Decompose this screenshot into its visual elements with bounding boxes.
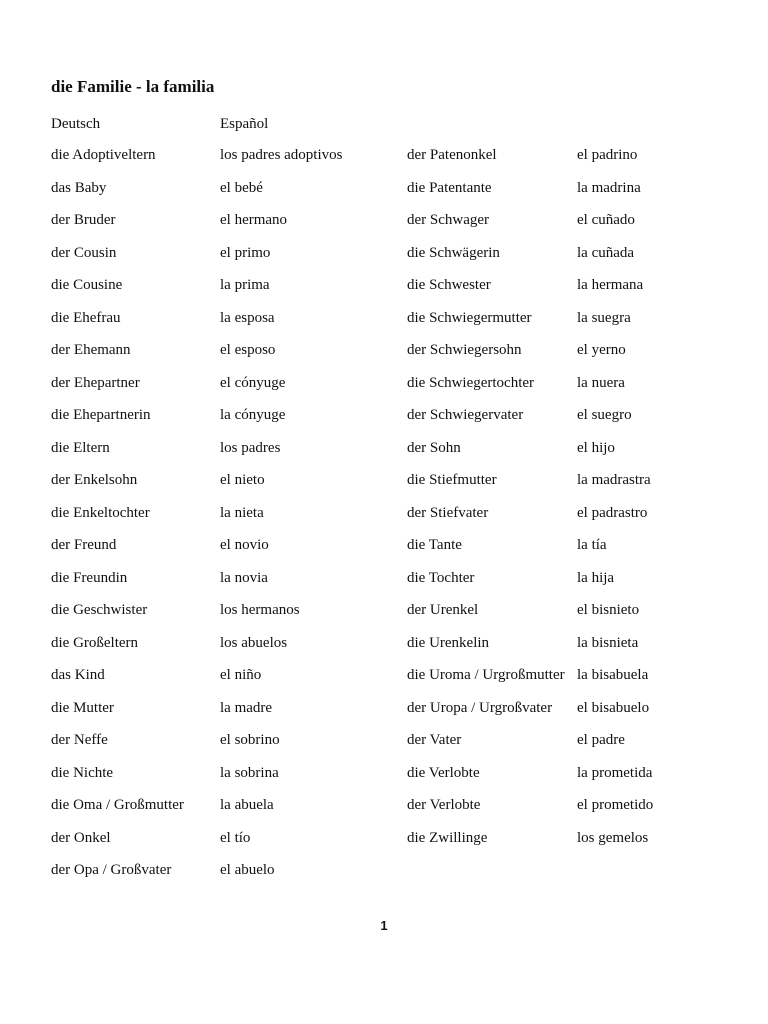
spanish-term: la tía	[577, 537, 607, 553]
german-term: der Uropa / Urgroßvater	[407, 699, 553, 716]
german-term: die Geschwister	[51, 602, 148, 618]
left-german-column	[51, 145, 184, 893]
german-term: das Baby	[51, 179, 107, 196]
spanish-term: los abuelos	[220, 634, 288, 651]
spanish-term: el esposo	[220, 342, 276, 358]
spanish-term: la hermana	[577, 277, 644, 293]
german-term: der Verlobte	[407, 797, 481, 813]
german-term: die Adoptiveltern	[51, 147, 156, 163]
german-term: der Urenkel	[407, 602, 479, 618]
german-term: die Verlobte	[407, 764, 480, 781]
german-term: der Enkelsohn	[51, 472, 138, 488]
spanish-term: la bisnieta	[577, 634, 639, 651]
german-term: der Onkel	[51, 829, 111, 846]
spanish-term: la madrastra	[577, 472, 651, 488]
right-spanish-column	[577, 145, 653, 860]
spanish-term: el niño	[220, 667, 262, 683]
german-term: der Patenonkel	[407, 147, 497, 163]
spanish-term: la prometida	[577, 764, 653, 781]
spanish-term: el novio	[220, 537, 269, 553]
spanish-term: el sobrino	[220, 732, 280, 748]
german-term: die Urenkelin	[407, 634, 490, 651]
spanish-term: los padres	[220, 439, 281, 456]
german-term: der Stiefvater	[407, 504, 489, 521]
german-term: die Freundin	[51, 569, 128, 586]
german-term: die Cousine	[51, 277, 123, 293]
spanish-term: el padrino	[577, 147, 638, 163]
spanish-term: el tío	[220, 829, 251, 846]
spanish-term: el bebé	[220, 179, 263, 196]
column-header-espanol: Español	[220, 116, 269, 132]
german-term: die Mutter	[51, 699, 114, 716]
page-number: 1	[380, 918, 388, 933]
spanish-term: la abuela	[220, 797, 274, 813]
left-spanish-column	[220, 145, 342, 893]
spanish-term: el cónyuge	[220, 374, 286, 391]
spanish-term: el cuñado	[577, 212, 635, 228]
german-term: der Cousin	[51, 244, 117, 261]
german-term: der Schwiegervater	[407, 407, 524, 423]
spanish-term: la nieta	[220, 504, 264, 521]
spanish-term: el bisnieto	[577, 602, 640, 618]
spanish-term: el hijo	[577, 439, 615, 456]
german-term: die Nichte	[51, 764, 114, 781]
spanish-term: la suegra	[577, 309, 631, 326]
spanish-term: el bisabuelo	[577, 699, 650, 716]
german-term: der Sohn	[407, 439, 461, 456]
german-term: der Opa / Großvater	[51, 862, 172, 878]
german-term: der Neffe	[51, 732, 108, 748]
german-term: die Schwägerin	[407, 244, 500, 261]
spanish-term: el primo	[220, 244, 271, 261]
german-term: die Großeltern	[51, 634, 139, 651]
spanish-term: la hija	[577, 569, 615, 586]
spanish-term: la esposa	[220, 309, 275, 326]
german-term: der Bruder	[51, 212, 116, 228]
german-term: die Schwiegermutter	[407, 309, 532, 326]
right-german-column	[407, 145, 565, 860]
spanish-term: el prometido	[577, 797, 654, 813]
german-term: der Schwager	[407, 212, 490, 228]
german-term: die Ehepartnerin	[51, 407, 151, 423]
german-term: der Ehemann	[51, 342, 131, 358]
spanish-term: el suegro	[577, 407, 632, 423]
german-term: der Schwiegersohn	[407, 342, 522, 358]
german-term: der Freund	[51, 537, 117, 553]
spanish-term: el nieto	[220, 472, 265, 488]
spanish-term: la nuera	[577, 374, 625, 391]
german-term: die Enkeltochter	[51, 504, 150, 521]
german-term: die Oma / Großmutter	[51, 797, 184, 813]
spanish-term: la cuñada	[577, 244, 635, 261]
german-term: die Patentante	[407, 179, 492, 196]
spanish-term: la sobrina	[220, 764, 279, 781]
german-term: die Stiefmutter	[407, 472, 497, 488]
german-term: die Schwester	[407, 277, 491, 293]
spanish-term: el hermano	[220, 212, 288, 228]
spanish-term: la madrina	[577, 179, 641, 196]
german-term: die Eltern	[51, 439, 110, 456]
german-term: die Tante	[407, 537, 462, 553]
spanish-term: la madre	[220, 699, 273, 716]
spanish-term: el padrastro	[577, 504, 648, 521]
german-term: die Zwillinge	[407, 829, 488, 846]
spanish-term: la prima	[220, 277, 270, 293]
german-term: die Schwiegertochter	[407, 374, 535, 391]
german-term: das Kind	[51, 667, 105, 683]
spanish-term: la bisabuela	[577, 667, 649, 683]
german-term: die Tochter	[407, 569, 475, 586]
german-term: der Vater	[407, 732, 462, 748]
german-term: die Ehefrau	[51, 309, 121, 326]
spanish-term: el yerno	[577, 342, 626, 358]
german-term: die Uroma / Urgroßmutter	[407, 667, 565, 683]
spanish-term: los gemelos	[577, 829, 649, 846]
spanish-term: los padres adoptivos	[220, 147, 343, 163]
column-header-deutsch: Deutsch	[51, 116, 101, 132]
page-title: die Familie - la familia	[51, 77, 215, 96]
spanish-term: los hermanos	[220, 602, 300, 618]
spanish-term: el abuelo	[220, 862, 275, 878]
spanish-term: la novia	[220, 569, 268, 586]
spanish-term: la cónyuge	[220, 407, 286, 423]
spanish-term: el padre	[577, 732, 625, 748]
german-term: der Ehepartner	[51, 374, 140, 391]
